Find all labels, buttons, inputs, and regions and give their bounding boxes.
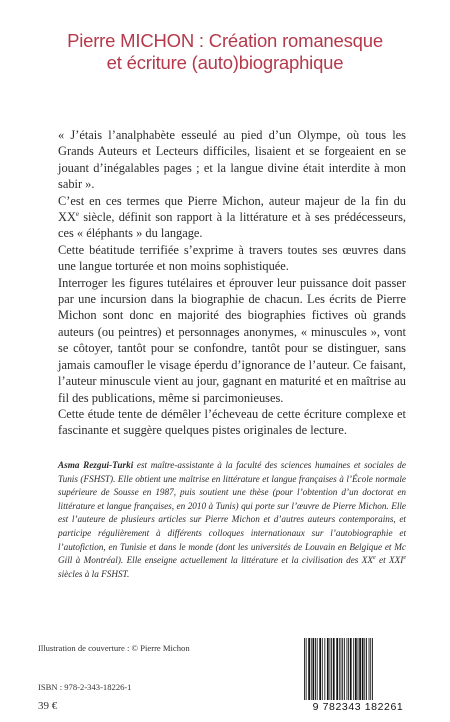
barcode-bar bbox=[336, 638, 338, 700]
bio-superscript-1: e bbox=[372, 555, 376, 562]
title-line-1: Pierre MICHON : Création romanesque bbox=[67, 30, 383, 51]
blurb-p2-text-a: C’est en ces termes que Pierre Michon, auteur majeur de la fin du XX bbox=[58, 193, 406, 225]
barcode-bar bbox=[319, 638, 321, 700]
barcode-bar bbox=[333, 638, 335, 700]
blurb-paragraph-3: Cette béatitude terrifiée s’exprime à travers toutes ses œuvres dans une langue torturée et non moins sophistiquée. bbox=[58, 242, 406, 274]
cover-illustration-credit: Illustration de couverture : © Pierre Michon bbox=[38, 643, 190, 653]
barcode-bar bbox=[311, 638, 312, 700]
author-bio bbox=[58, 459, 406, 581]
barcode-bar bbox=[342, 638, 343, 700]
bio-text-a: est maître-assistante à la faculté des sciences humaines et sociales de Tunis (FSHST). Elle obtient une maîtrise en littérature et langue françaises à l’École normale supérieure de Sousse en 1987, puis soutient une thèse (pour l’obtention d’un doctorat en littérature et langue françaises, en 2010 à Tunis) qui porte sur l’œuvre de Pierre Michon. Elle est l’auteure de plusieurs articles sur Pierre Michon et d’autres auteurs contemporains, et participe régulièrement à différents colloques internationaux sur l’autobiographie et l’autofiction, en Tunisie et dans le monde (dont les universités de Louvain en Belgique et Mc Gill à Montréal). Elle enseigne actuellement la littérature et la civilisation des XX bbox=[58, 460, 406, 566]
isbn-line: ISBN : 978-2-343-18226-1 bbox=[38, 682, 132, 692]
barcode-bar bbox=[350, 638, 352, 700]
book-title bbox=[0, 30, 450, 74]
barcode-bar bbox=[353, 638, 354, 700]
barcode-bar bbox=[362, 638, 364, 700]
barcode-bar bbox=[324, 638, 325, 700]
barcode-bar bbox=[339, 638, 340, 700]
author-name: Asma Rezgui-Turki bbox=[58, 460, 134, 470]
blurb-p2-superscript: e bbox=[75, 209, 80, 218]
barcode-bar bbox=[355, 638, 357, 700]
barcode-bar bbox=[369, 638, 370, 700]
blurb-paragraph-2 bbox=[58, 193, 406, 242]
blurb-p2-text-b: siècle, définit son rapport à la littérature et à ses prédécesseurs, ces « éléphants » du langage. bbox=[58, 210, 406, 241]
back-cover-blurb bbox=[58, 127, 406, 439]
bio-text-c: siècles à la FSHST. bbox=[58, 568, 130, 579]
barcode-bar bbox=[347, 638, 348, 700]
barcode-bar bbox=[341, 638, 342, 700]
barcode-bar bbox=[317, 638, 318, 700]
blurb-paragraph-5: Cette étude tente de démêler l’écheveau de cette écriture complexe et fascinante et suggère quelques pistes originales de lecture. bbox=[58, 406, 406, 438]
bio-text-b: et XXI bbox=[375, 555, 404, 566]
barcode-bar bbox=[315, 638, 316, 700]
barcode-bar bbox=[304, 638, 305, 700]
barcode-bar bbox=[358, 638, 359, 700]
barcode-bar bbox=[370, 638, 371, 700]
barcode-bar bbox=[372, 638, 373, 700]
bio-superscript-2: e bbox=[403, 555, 406, 562]
barcode-bar bbox=[313, 638, 315, 700]
author-bio-paragraph bbox=[58, 459, 406, 581]
blurb-paragraph-4: Interroger les figures tutélaires et éprouver leur puissance doit passer par une incursion dans la biographie de chacun. Les écrits de Pierre Michon sont donc en majorité des biographies fictives où grands auteurs (ou peintres) et personnages anonymes, « minuscules », vont se côtoyer, tantôt pour se confondre, tantôt pour se distinguer, sans jamais camoufler le visage éperdu d’ignorance de l’auteur. Ce faisant, l’auteur minuscule vient au jour, gagnant en maturité et en maîtrise au fil des publications, même si parcimonieuses. bbox=[58, 275, 406, 405]
barcode-bars bbox=[296, 636, 420, 702]
barcode-bar bbox=[322, 638, 323, 700]
title-line-2: et écriture (auto)biographique bbox=[106, 52, 344, 73]
barcode-bar bbox=[308, 638, 310, 700]
barcode-bar bbox=[330, 638, 331, 700]
barcode-bar bbox=[364, 638, 365, 700]
price: 39 € bbox=[38, 700, 58, 712]
barcode-bar bbox=[366, 638, 367, 700]
barcode-bar bbox=[344, 638, 345, 700]
barcode-number: 9 782343 182261 bbox=[296, 701, 420, 713]
barcode-bar bbox=[331, 638, 332, 700]
barcode-bar bbox=[348, 638, 349, 700]
barcode-bar bbox=[306, 638, 307, 700]
barcode-bar bbox=[359, 638, 361, 700]
barcode-bar bbox=[327, 638, 329, 700]
blurb-quote-paragraph: « J’étais l’analphabète esseulé au pied d’un Olympe, où tous les Grands Auteurs et Lecteurs difficiles, lisaient et se forgeaient en se jouant d’inégalables pages ; et la langue divine était interdite à mon sabir ». bbox=[58, 128, 406, 192]
